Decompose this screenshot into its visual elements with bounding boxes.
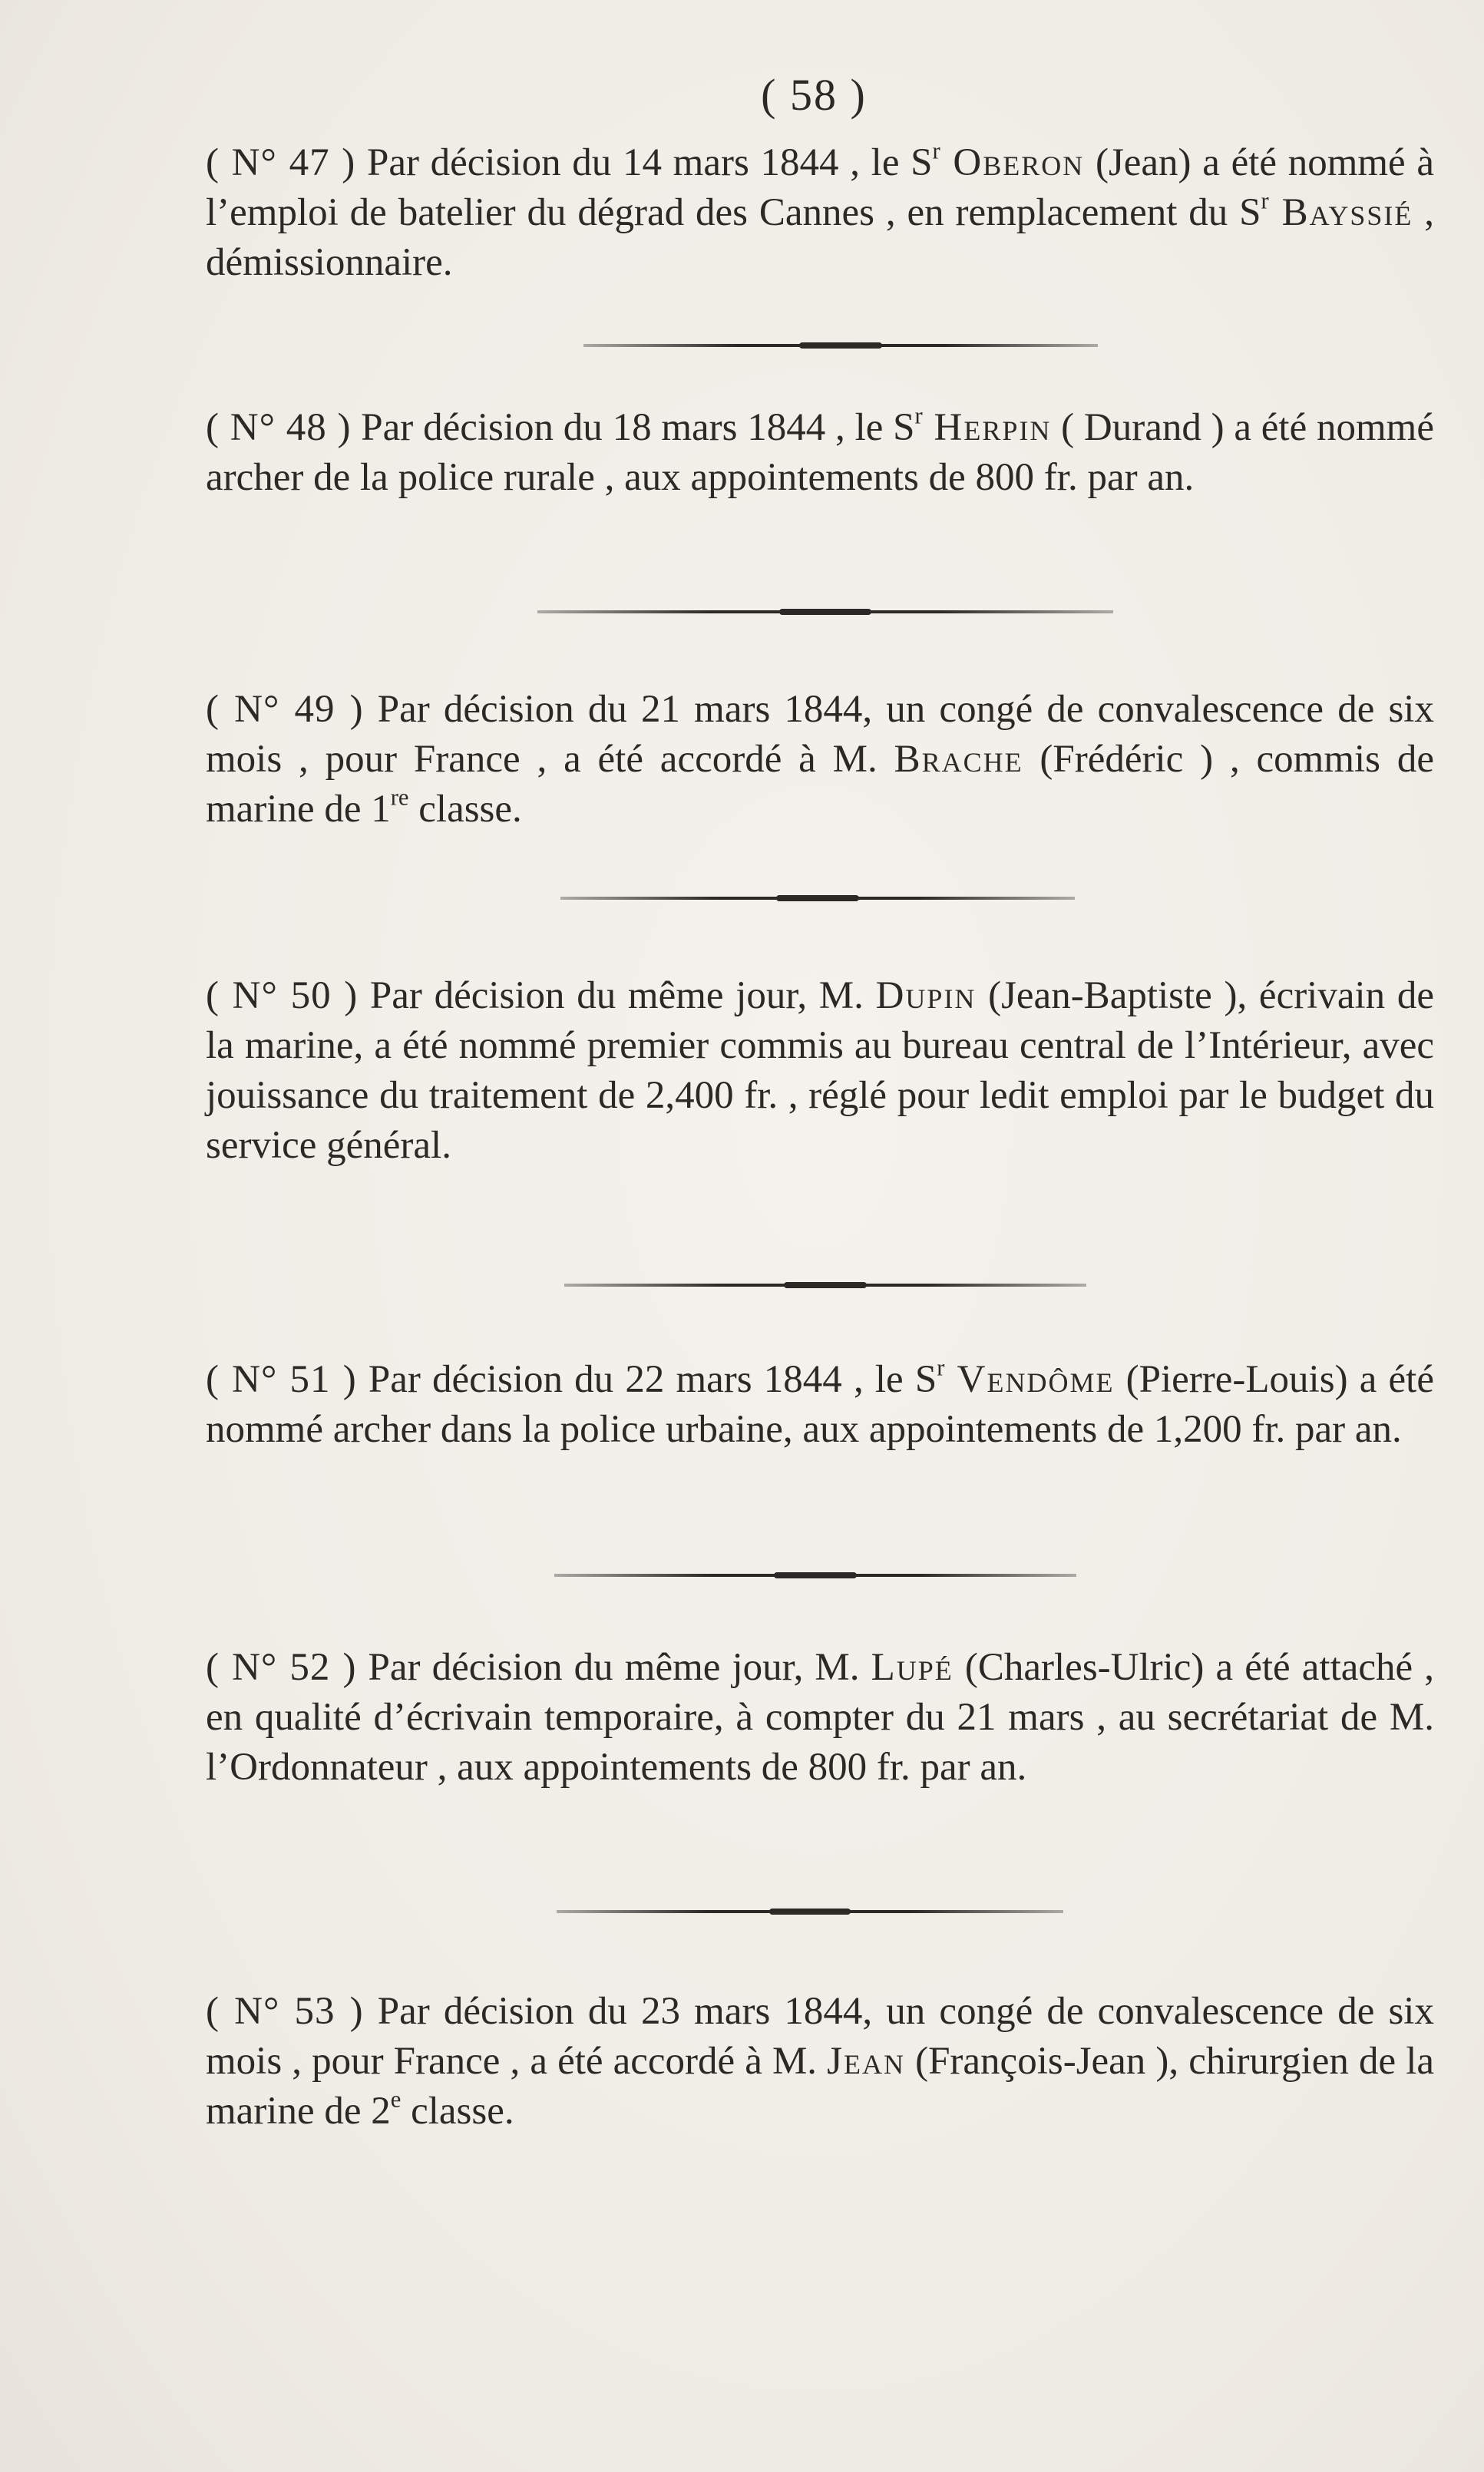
- separator-rule: [564, 1284, 1086, 1287]
- separator-rule: [557, 1910, 1063, 1913]
- person-name: Bayssié: [1268, 191, 1413, 234]
- entry-number: ( N° 53 ): [206, 1990, 364, 2033]
- person-name: Vendôme: [944, 1358, 1115, 1401]
- entry-47: [206, 138, 1434, 288]
- person-name: Brache: [894, 738, 1023, 781]
- person-name: Herpin: [922, 406, 1052, 449]
- entry-text: ( N° 53 ) Par décision du 23 mars 1844, un congé de convalescence de six mois , pour France , a été accordé à M. Jean (François-Jean ), chirurgien de la marine de 2e classe.: [206, 1990, 1434, 2133]
- entry-52: [206, 1643, 1434, 1793]
- entry-51: [206, 1355, 1434, 1455]
- entry-number: ( N° 47 ): [206, 141, 356, 184]
- entry-text: ( N° 48 ) Par décision du 18 mars 1844 , le $S^r$ Herpin ( Durand ) a été nommé archer de la police rurale , aux appointements de 800 fr. par an.: [206, 402, 1434, 499]
- person-name: Jean: [827, 2040, 905, 2083]
- page-number: ( 58 ): [761, 70, 867, 120]
- entry-49: [206, 685, 1434, 834]
- entry-number: ( N° 49 ): [206, 688, 364, 731]
- person-name: Oberon: [940, 141, 1085, 184]
- person-name: Lupé: [871, 1646, 954, 1689]
- entry-number: ( N° 48 ): [206, 406, 352, 449]
- entry-text: ( N° 47 ) Par décision du 14 mars 1844 , le $S^r$ Oberon (Jean) a été nommé à l’emploi de batelier du dégrad des Cannes , en remplacement du $S^r$ Bayssié , démissionnaire.: [206, 137, 1435, 284]
- entry-text: ( N° 52 ) Par décision du même jour, M. Lupé (Charles-Ulric) a été attaché , en qualité d’écrivain temporaire, à compter du 21 mars , au secrétariat de M. l’Ordonnateur , aux appointements de 800 fr. par an.: [206, 1646, 1434, 1789]
- person-name: Dupin: [875, 974, 977, 1017]
- entry-text: ( N° 50 ) Par décision du même jour, M. Dupin (Jean-Baptiste ), écrivain de la marine, a été nommé premier commis au bureau central de l’Intérieur, avec jouissance du traitement de 2,400 fr. , réglé pour ledit emploi par le budget du service général.: [206, 974, 1434, 1167]
- separator-rule: [537, 610, 1113, 613]
- entry-48: [206, 403, 1434, 503]
- entry-number: ( N° 52 ): [206, 1646, 357, 1689]
- entry-text: ( N° 51 ) Par décision du 22 mars 1844 , le $S^r$ Vendôme (Pierre-Louis) a été nommé archer dans la police urbaine, aux appointements de 1,200 fr. par an.: [206, 1354, 1434, 1451]
- entry-number: ( N° 51 ): [206, 1358, 357, 1401]
- separator-rule: [583, 344, 1098, 347]
- separator-rule: [560, 897, 1075, 900]
- entry-53: [206, 1987, 1434, 2137]
- entry-number: ( N° 50 ): [206, 974, 359, 1017]
- entry-50: [206, 971, 1434, 1171]
- separator-rule: [554, 1574, 1076, 1577]
- entry-text: ( N° 49 ) Par décision du 21 mars 1844, un congé de convalescence de six mois , pour France , a été accordé à M. Brache (Frédéric ) , commis de marine de 1re classe.: [206, 688, 1434, 831]
